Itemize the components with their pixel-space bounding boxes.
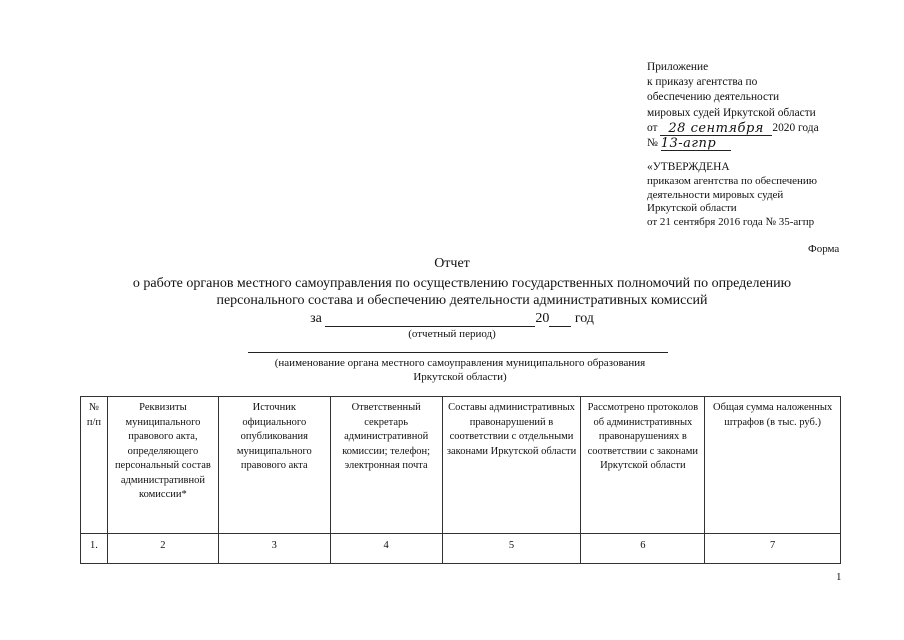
appendix-line: мировых судей Иркутской области	[647, 106, 816, 119]
period-year-blank	[549, 326, 571, 327]
table-cell: 3	[218, 534, 330, 564]
report-title: Отчет	[434, 256, 470, 271]
number-prefix: №	[647, 136, 658, 149]
header-fines-total: Общая сумма наложенных штрафов (в тыс. руб.)	[705, 397, 841, 534]
form-label: Форма	[808, 243, 840, 255]
header-act-details: Реквизиты муниципального правового акта, определяющего персональный состав административной комиссии*	[107, 397, 218, 534]
date-prefix: от	[647, 121, 658, 134]
table-header-row	[81, 397, 841, 534]
report-table	[80, 396, 841, 564]
table-cell: 1.	[81, 534, 108, 564]
appendix-line: к приказу агентства по	[647, 76, 758, 89]
page-number: 1	[836, 571, 842, 583]
approved-line: деятельности мировых судей	[647, 188, 784, 201]
appendix-line: Приложение	[647, 61, 709, 73]
header-offenses: Составы административных правонарушений в соответствии с отдельными законами Иркутской области	[442, 397, 581, 534]
table-cell: 7	[705, 534, 841, 564]
period-year-prefix: 20	[535, 311, 550, 326]
header-secretary: Ответственный секретарь административной комиссии; телефон; электронная почта	[330, 397, 442, 534]
table-cell: 2	[107, 534, 218, 564]
organization-hint: (наименование органа местного самоуправления муниципального образования Иркутской области)	[274, 357, 646, 383]
appendix-number	[647, 136, 897, 151]
header-publication-source: Источник официального опубликования муниципального правового акта	[218, 397, 330, 534]
report-subtitle: о работе органов местного самоуправления по осуществлению государственных полномочий по определению персонального состава и обеспечению деятельности административных комиссий	[132, 276, 792, 308]
organization-blank-line	[248, 352, 668, 353]
header-number: № п/п	[81, 397, 108, 534]
approved-line: Иркутской области	[647, 202, 737, 215]
period-hint: (отчетный период)	[408, 328, 496, 340]
period-line	[0, 311, 904, 327]
approved-line: приказом агентства по обеспечению	[647, 174, 817, 187]
appendix-line: обеспечению деятельности	[647, 91, 780, 104]
header-protocols: Рассмотрено протоколов об административных правонарушениях в соответствии с законами Иркутской области	[581, 397, 705, 534]
table-cell: 5	[442, 534, 581, 564]
appendix-date	[647, 121, 897, 136]
date-suffix: 2020 года	[772, 121, 819, 134]
table-cell: 4	[330, 534, 442, 564]
approved-line: от 21 сентября 2016 года № 35-агпр	[647, 216, 815, 229]
appendix-block	[647, 60, 897, 151]
approved-heading: «УТВЕРЖДЕНА	[647, 161, 730, 173]
handwritten-date: 28 сентября	[660, 122, 772, 136]
handwritten-number: 13-агпр	[661, 137, 731, 151]
approved-block	[647, 161, 897, 230]
table-row	[81, 534, 841, 564]
period-blank	[325, 326, 535, 327]
period-prefix: за	[310, 311, 322, 326]
table-cell: 6	[581, 534, 705, 564]
period-year-suffix: год	[574, 311, 594, 326]
